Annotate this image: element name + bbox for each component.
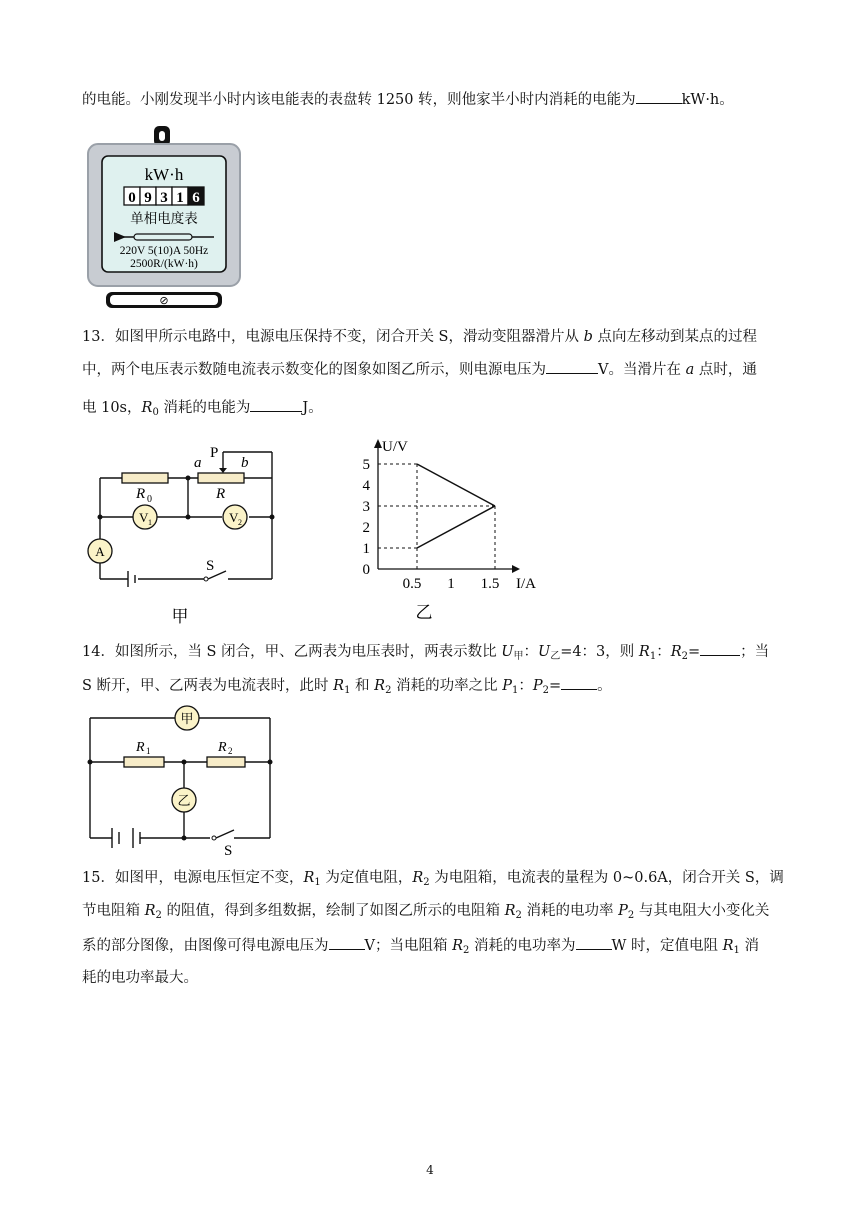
label-a: a: [194, 455, 202, 471]
text-segment: R: [141, 400, 153, 416]
circuit-diagram-14: [82, 704, 282, 858]
resistor-r1: [124, 757, 164, 767]
text-segment: =: [548, 678, 562, 694]
text-segment: 2: [385, 685, 392, 696]
text-segment: 2: [155, 910, 162, 921]
text-segment: 1: [314, 877, 321, 888]
text-segment: R: [670, 644, 682, 660]
answer-blank[interactable]: [329, 935, 365, 950]
text-segment: 甲: [513, 651, 524, 662]
text-segment: R: [638, 644, 650, 660]
label-v1: V: [139, 510, 149, 525]
label-yi: 乙: [177, 793, 191, 808]
page-number: 4: [426, 1163, 434, 1177]
caption-yi: 乙: [415, 603, 433, 622]
text-segment: R: [412, 870, 424, 886]
electricity-meter-figure: [84, 122, 244, 314]
meter-digit-decimal: 6: [192, 190, 200, 206]
text-segment: 2: [423, 877, 430, 888]
meter-unit-label: kW·h: [144, 165, 184, 184]
y-tick-label: 1: [362, 541, 370, 557]
x-axis-label: I/A: [516, 576, 536, 592]
x-tick-label: 0.5: [402, 576, 422, 592]
meter-digit: 0: [128, 190, 136, 206]
caption-jia: 甲: [171, 607, 189, 626]
text-segment: 消耗的电功率: [521, 903, 619, 919]
label-r0: R: [136, 486, 146, 502]
text-segment: 2: [463, 945, 470, 956]
q15-line-2: [82, 901, 769, 926]
meter-digit: 9: [144, 190, 152, 206]
label-b: b: [241, 455, 249, 471]
y-tick-label: 3: [362, 499, 370, 515]
slider-arrow-icon: [219, 468, 227, 473]
text-segment: W 时，定值电阻: [611, 938, 723, 954]
meter-name: 单相电度表: [130, 211, 198, 226]
answer-blank[interactable]: [546, 359, 598, 374]
text-segment: R: [374, 678, 386, 694]
answer-blank[interactable]: [636, 89, 682, 104]
text-segment: 2: [542, 685, 549, 696]
text-segment: 消: [739, 938, 760, 954]
text-segment: 电 10s，: [82, 400, 142, 416]
meter-spec-voltage: 220V 5(10)A 50Hz: [119, 245, 209, 257]
text-segment: 消耗的功率之比: [391, 678, 503, 694]
y-tick-labels: [363, 457, 371, 578]
text-segment: ；当: [740, 644, 770, 660]
label-v2: V: [229, 510, 239, 525]
terminal-screw-icon: ⊘: [159, 295, 169, 307]
y-tick-label: 4: [362, 478, 370, 494]
series-line-1: [417, 464, 495, 506]
text-segment: S 断开，甲、乙两表为电流表时，此时: [82, 678, 334, 694]
series-line-2: [417, 506, 495, 548]
text-segment: 15．如图甲，电源电压恒定不变，: [82, 870, 304, 886]
q13-line-3: [82, 397, 323, 423]
text-segment: R: [303, 870, 315, 886]
text-line-energy: [82, 89, 734, 110]
text-segment: 1: [344, 685, 351, 696]
y-tick-label: 2: [362, 520, 370, 536]
q14-line-1: [82, 641, 769, 667]
label-switch: S: [206, 558, 215, 574]
label-r1-subscript: 1: [146, 746, 151, 756]
q13-line-2: [82, 359, 757, 380]
text-segment: U: [501, 644, 514, 660]
text-segment: kW·h。: [681, 92, 734, 108]
text-segment: R: [452, 938, 464, 954]
answer-blank[interactable]: [576, 935, 612, 950]
label-v2-subscript: 2: [238, 518, 242, 527]
q13-line-1: [82, 327, 757, 347]
text-segment: 中，两个电压表示数随电流表示数变化的图象如图乙所示，则电源电压为: [82, 362, 546, 378]
text-segment: 的阻值，得到多组数据，绘制了如图乙所示的电阻箱: [161, 903, 505, 919]
text-segment: 2: [627, 910, 635, 921]
label-p: P: [210, 445, 219, 461]
text-segment: 的电能。小刚发现半小时内该电能表的表盘转 1250 转，则他家半小时内消耗的电能为: [82, 92, 636, 108]
meter-spec-revolutions: 2500R/(kW·h): [130, 258, 198, 270]
text-segment: R: [504, 903, 516, 919]
text-segment: 乙: [550, 651, 561, 662]
label-switch: S: [224, 843, 233, 858]
text-segment: 1: [649, 651, 657, 662]
text-segment: R: [144, 903, 156, 919]
rheostat-r: [198, 473, 244, 483]
text-segment: 为定值电阻，: [320, 870, 413, 886]
x-tick-label: 1: [447, 576, 455, 592]
circuit-wires: [90, 718, 270, 848]
label-r2: R: [218, 740, 227, 755]
text-segment: ：: [656, 644, 671, 660]
text-segment: 1: [511, 685, 519, 696]
label-r0-subscript: 0: [147, 494, 152, 505]
label-r: R: [216, 486, 226, 502]
y-axis-label: U/V: [382, 439, 408, 455]
meter-digit: 1: [176, 190, 184, 206]
label-jia: 甲: [180, 711, 194, 726]
label-r1: R: [136, 740, 145, 755]
text-segment: 系的部分图像，由图像可得电源电压为: [82, 938, 329, 954]
text-segment: 2: [515, 910, 522, 921]
text-segment: 消耗的电功率为: [469, 938, 576, 954]
text-segment: 与其电阻大小变化关: [634, 903, 770, 919]
graph-guide-lines: [378, 464, 495, 569]
answer-blank[interactable]: [561, 675, 597, 690]
text-segment: 1: [733, 945, 740, 956]
text-segment: 13．如图甲所示电路中，电源电压保持不变，闭合开关 S，滑动变阻器滑片从: [82, 329, 584, 345]
text-segment: P: [502, 678, 512, 694]
y-tick-label: 5: [362, 457, 370, 473]
q15-line-3: [82, 935, 759, 961]
text-segment: 和: [350, 678, 375, 694]
y-tick-label: 0: [362, 562, 370, 578]
label-v1-subscript: 1: [148, 518, 152, 527]
text-segment: P: [532, 678, 543, 694]
answer-blank[interactable]: [250, 397, 302, 412]
text-segment: 节电阻箱: [82, 903, 145, 919]
text-segment: 点时，通: [694, 362, 757, 378]
text-segment: U: [537, 644, 551, 660]
graph-u-i: [344, 436, 554, 626]
text-segment: 耗的电功率最大。: [82, 970, 198, 986]
text-segment: 0: [152, 407, 159, 418]
q15-line-1: [82, 868, 784, 893]
text-segment: P: [618, 903, 628, 919]
q15-line-4: [82, 968, 198, 988]
text-segment: a: [685, 362, 695, 378]
text-segment: =4：3，则: [560, 644, 639, 660]
resistor-r2: [207, 757, 245, 767]
text-segment: ：: [518, 678, 533, 694]
meter-digit: 3: [160, 190, 168, 206]
label-ammeter: A: [95, 544, 105, 559]
text-segment: b: [583, 329, 593, 345]
text-segment: J。: [302, 400, 323, 416]
text-segment: V。当滑片在: [598, 362, 686, 378]
text-segment: V；当电阻箱: [364, 938, 453, 954]
x-tick-label: 1.5: [480, 576, 500, 592]
text-segment: =: [688, 644, 701, 660]
meter-digits: [124, 187, 204, 206]
resistor-r0: [122, 473, 168, 483]
text-segment: 消耗的电能为: [158, 400, 251, 416]
label-r2-subscript: 2: [228, 746, 233, 756]
text-segment: 为电阻箱，电流表的量程为 0~0.6A，闭合开关 S，调: [429, 870, 784, 886]
text-segment: 点向左移动到某点的过程: [592, 329, 758, 345]
text-segment: 14．如图所示，当 S 闭合，甲、乙两表为电压表时，两表示数比: [82, 644, 502, 660]
text-segment: R: [722, 938, 734, 954]
text-segment: 。: [597, 678, 612, 694]
text-segment: ：: [523, 644, 538, 660]
answer-blank[interactable]: [700, 641, 740, 656]
text-segment: 2: [681, 651, 688, 662]
text-segment: R: [333, 678, 345, 694]
q14-line-2: [82, 675, 612, 701]
circuit-diagram-13: [80, 440, 290, 630]
